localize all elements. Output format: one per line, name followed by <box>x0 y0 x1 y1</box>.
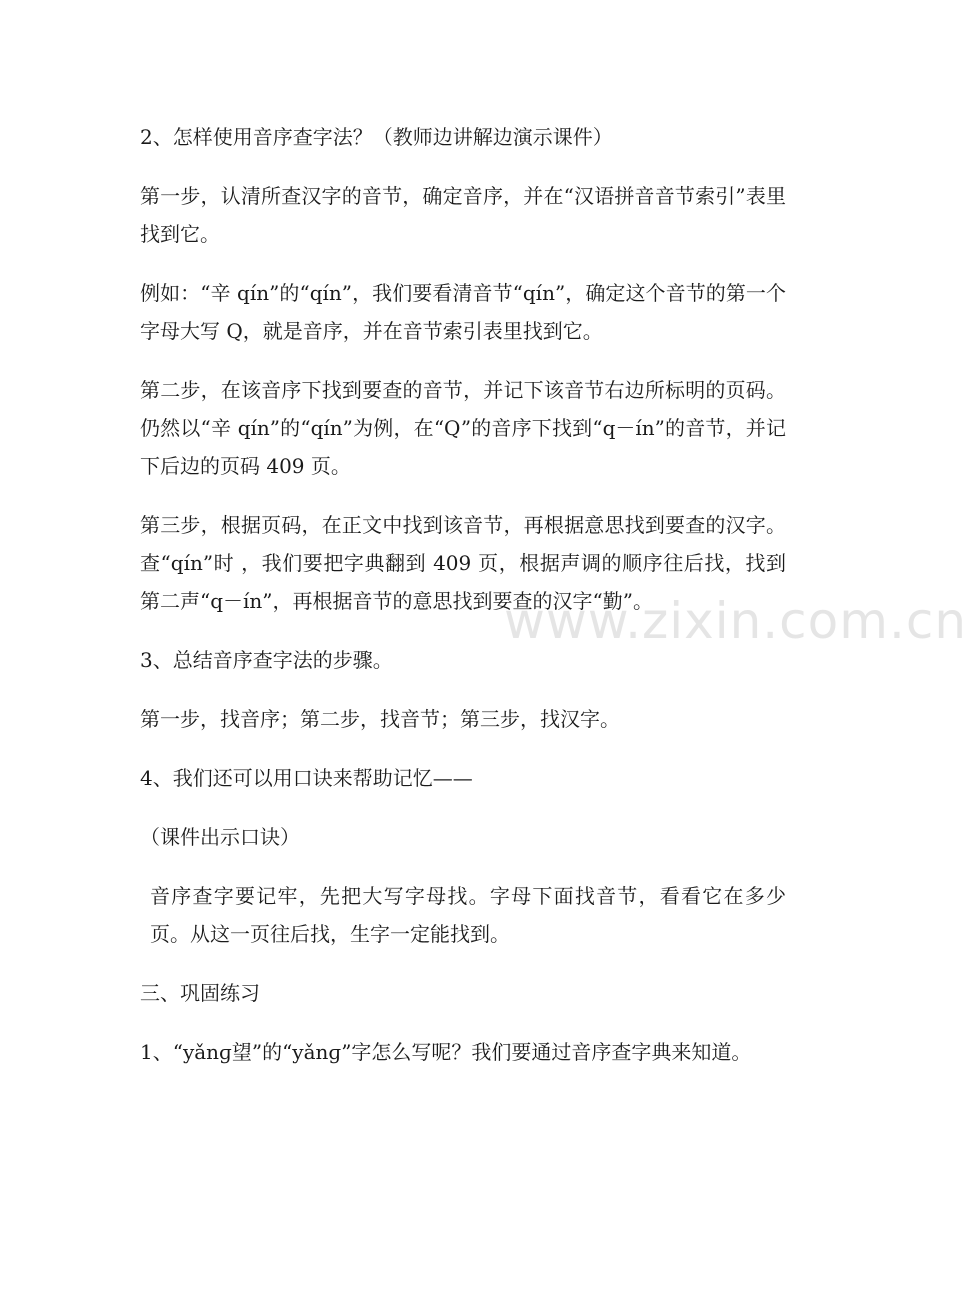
paragraph-example: 例如：“辛 qín”的“qín”，我们要看清音节“qín”，确定这个音节的第一个字母大写 Q，就是音序，并在音节索引表里找到它。 <box>140 281 786 343</box>
paragraph-section-3-heading: 3、总结音序查字法的步骤。 <box>140 648 393 672</box>
paragraph-steps-summary: 第一步，找音序；第二步，找音节；第三步，找汉字。 <box>140 707 620 731</box>
paragraph-section-4-heading: 4、我们还可以用口诀来帮助记忆—— <box>140 766 473 790</box>
paragraph-practice-heading: 三、巩固练习 <box>140 981 260 1005</box>
paragraph-courseware-note: （课件出示口诀） <box>140 825 300 849</box>
paragraph-rhyme: 音序查字要记牢，先把大写字母找。字母下面找音节，看看它在多少页。从这一页往后找，生字一定能找到。 <box>150 884 786 946</box>
paragraph-step-2: 第二步，在该音序下找到要查的音节，并记下该音节右边所标明的页码。仍然以“辛 qín”的“qín”为例，在“Q”的音序下找到“q－ín”的音节，并记下后边的页码 409 页。 <box>140 378 786 478</box>
document-body <box>140 118 786 1092</box>
paragraph-section-2-heading: 2、怎样使用音序查字法？（教师边讲解边演示课件） <box>140 125 613 149</box>
paragraph-step-1: 第一步，认清所查汉字的音节，确定音序，并在“汉语拼音音节索引”表里找到它。 <box>140 184 786 246</box>
paragraph-step-3: 第三步，根据页码，在正文中找到该音节，再根据意思找到要查的汉字。查“qín”时 ，我们要把字典翻到 409 页，根据声调的顺序往后找，找到第二声“q－ín”，再根据音节的意思找到要查的汉字“勤”。 <box>140 513 786 613</box>
paragraph-practice-1: 1、“yǎnɡ望”的“yǎnɡ”字怎么写呢？我们要通过音序查字典来知道。 <box>140 1040 752 1064</box>
watermark: www.zixin.com.cn <box>504 592 967 650</box>
